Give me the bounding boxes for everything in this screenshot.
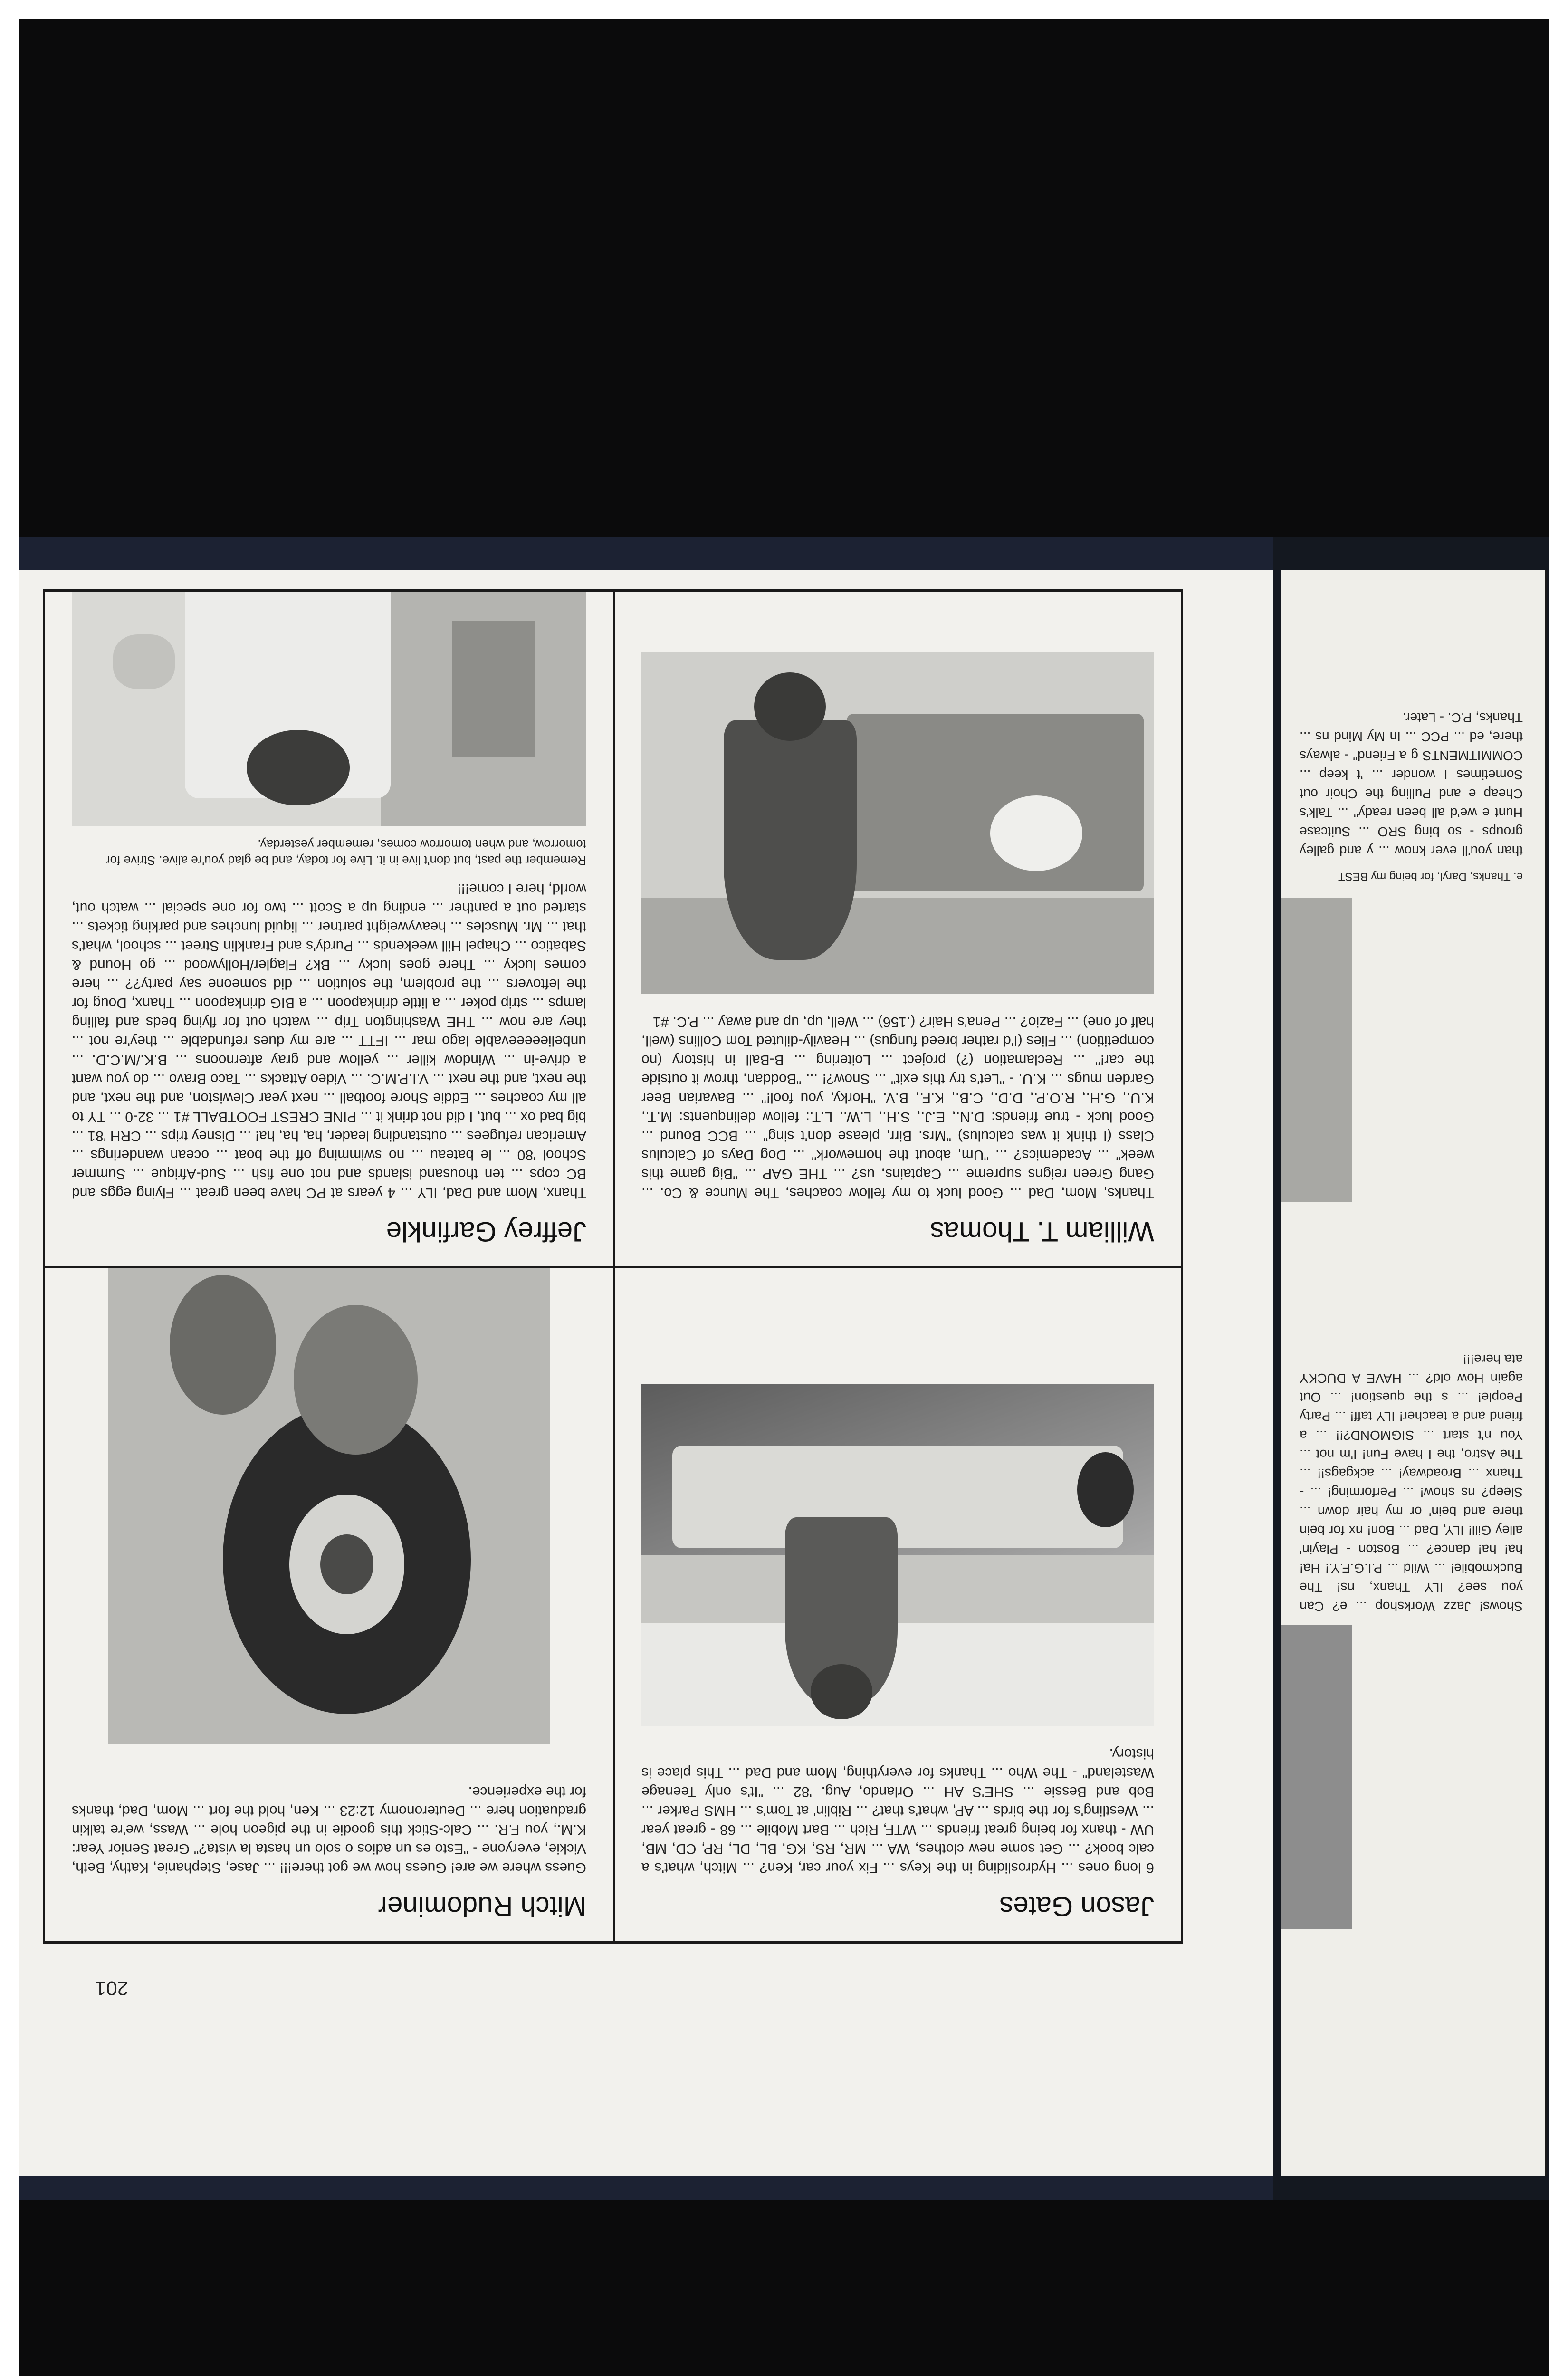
yearbook-page xyxy=(19,570,1273,2176)
senior-name: Jason Gates xyxy=(999,1891,1154,1922)
senior-name: William T. Thomas xyxy=(930,1216,1154,1247)
senior-grid xyxy=(43,589,1183,1944)
senior-panel-mitch-rudominer xyxy=(45,1266,613,1941)
facing-photo-bottom xyxy=(1281,898,1352,1202)
senior-name: Mitch Rudominer xyxy=(378,1891,586,1922)
senior-photo-car xyxy=(641,1384,1154,1726)
senior-quote-text: Guess where we are! Guess how we got there!!! ... Jase, Stephanie, Kathy, Beth, Vickie, everyone - "Esto es un adios o solo un hasta la vista?" Great Senior Year: K.M., you F.R. ... Calc-Stick this goodie in the pigeon hole ... Wass, we're talkin graduation here ... Deuteronomy 12:23 ... Ken, hold the fort ... Mom, Dad, thanks for the experience. xyxy=(72,1784,586,1876)
facing-lower-caption: e. Thanks, Daryl, for being my BEST xyxy=(1338,870,1523,883)
facing-page xyxy=(1281,570,1547,2176)
facing-upper-text: Shows! Jazz Workshop ... e? Can you see? ILY Thanx, ns! The Buckmobile! ... Wild ... P.I.G.F.Y.! Ha! ha! ha! dance? ... Boston - Playin' alley Gill! ILY, Dad ... Bon! nx for bein there and bein' or my hair down ... Sleep? ns show! ... Performing! ... - Thanx ... Broadway! ... ackgags!! ... The Astro, the I have Fun! I'm not ... You n't start ... SIGMOND?!! ... a friend and a teacher! ILY taff! ... Party People! ... s the question! ... Out again How old? ... HAVE A DUCKY ata here!!! xyxy=(1300,1352,1523,1614)
senior-panel-jason-gates xyxy=(613,1266,1181,1941)
senior-photo-jeep xyxy=(641,652,1154,994)
senior-photo-car-door xyxy=(72,592,586,826)
page-number: 201 xyxy=(95,1977,129,2000)
senior-photo-drum xyxy=(108,1266,550,1744)
senior-panel-william-thomas xyxy=(613,592,1181,1266)
senior-panel-jeffrey-garfinkle xyxy=(45,592,613,1266)
senior-quote-text: 6 long ones ... Hydrosliding in the Keys ... Fix your car, Ken? ... Mitch, what's a calc book? ... Get some new clothes, WA ... MR, RS, KG, BL, DL, RP, CD, MB, UW - thanx for being great friends ... WTF, Rich ... Bart Mobile ... 68 - great year ... Westling's for the birds ... AP, what's that? ... Riblin' at Tom's ... HMS Parker ... Bob and Bessie ... SHE'S AH ... Orlando, Aug. '82 ... "It's only Teenage Wasteland" - The Who ... Thanks for everything, Mom and Dad ... This place is history. xyxy=(641,1746,1154,1876)
senior-quote-text: Thanx, Mom and Dad, ILY ... 4 years at PC have been great ... Flying eggs and BC cops ... ten thousand islands and not one fish ... Sud-Afrique ... Summer School '80 ... le bateau ... no swimming off the boat ... ocean wanderings ... American refugees ... outstanding leader, ha, ha, ha! ... Disney trips ... CRH '81 ... big bad ox ... but, I did not drink it ... PINE CREST FOOTBALL #1 ... 32-0 ... TY to all my coaches ... Eddie Shore football ... next year Clewiston, and the next, and the next, and the next ... V.I.P.M.C. ... Video Attacks ... Taco Bravo ... do you want a drive-in ... Window killer ... yellow and gray afternoons ... B.K./M.C.D. ... unbelieeeeevable lago mar ... IFTT ... are my dues refundable ... they're not ... they are now ... THE Washington Trip ... watch out for flying beds and falling lamps ... strip poker ... a little drinkapoon ... a BIG drinkapoon ... Thanx, Doug for the leftovers ... the problem, the solution ... did someone say party?? ... here comes lucky ... There goes lucky ... Bk? Flagler/Hollywood ... go Hound & Sabatico ... Chapel Hill weekends ... Purdy's and Franklin Street ... school, what's that ... Mr. Muscles ... heavyweight partner ... liquid lunches and parking tickets ... started out a panther ... ending up a Scott ... two for one special ... watch out, world, here I come!!! xyxy=(72,881,586,1201)
senior-name: Jeffrey Garfinkle xyxy=(386,1216,586,1247)
facing-photo-top xyxy=(1281,1625,1352,1929)
senior-photo-caption: Remember the past, but don't live in it. Live for today, and be glad you're alive. Strive for tomorrow, and when tomorrow comes, remember yesterday. xyxy=(106,837,586,868)
senior-quote-text: Thanks, Mom, Dad ... Good luck to my fellow coaches, The Munce & Co. ... Gang Green reigns supreme ... Captains, us? ... THE GAP ... "Big game this week" ... Academics? ... "Um, about the homework" ... Dog Days of Calculus Class (I think it was calculus) "Mrs. Birr, please don't sing" ... BCC Bound ... Good luck - true friends: D.N., E.J., S.H., L.W., L.T.: fellow delinquents: M.T., K.U., G.H., R.O.P., D.D., C.B., K.F., B.V. "Horky, you fool!" ... Bavarian Beer Garden mugs ... K.U. - "Let's try this exit" ... Snow?! ... "Boddan, throw it outside the car!" ... Reclamation (?) project ... Loitering ... B-Ball in history (no competition) ... Flies (I'd rather breed fungus) ... Heavily-diluted Tom Collins (well, half of one) ... Fazio? ... Pena's Hair? (.156) ... Well, up, up and away ... P.C. #1 xyxy=(641,1014,1154,1201)
facing-lower-text: than you'll ever know ... y and galley groups - so bing SRO ... Suitcase Hunt e we'd all been ready" ... Talk's Cheap e and Pulling the Choir out Sometimes I wonder ... 't keep ... COMMITMENTS g a Friend" - always there, ed ... PCC ... In My Mind ns ... Thanks, P.C. - Later. xyxy=(1300,710,1523,858)
